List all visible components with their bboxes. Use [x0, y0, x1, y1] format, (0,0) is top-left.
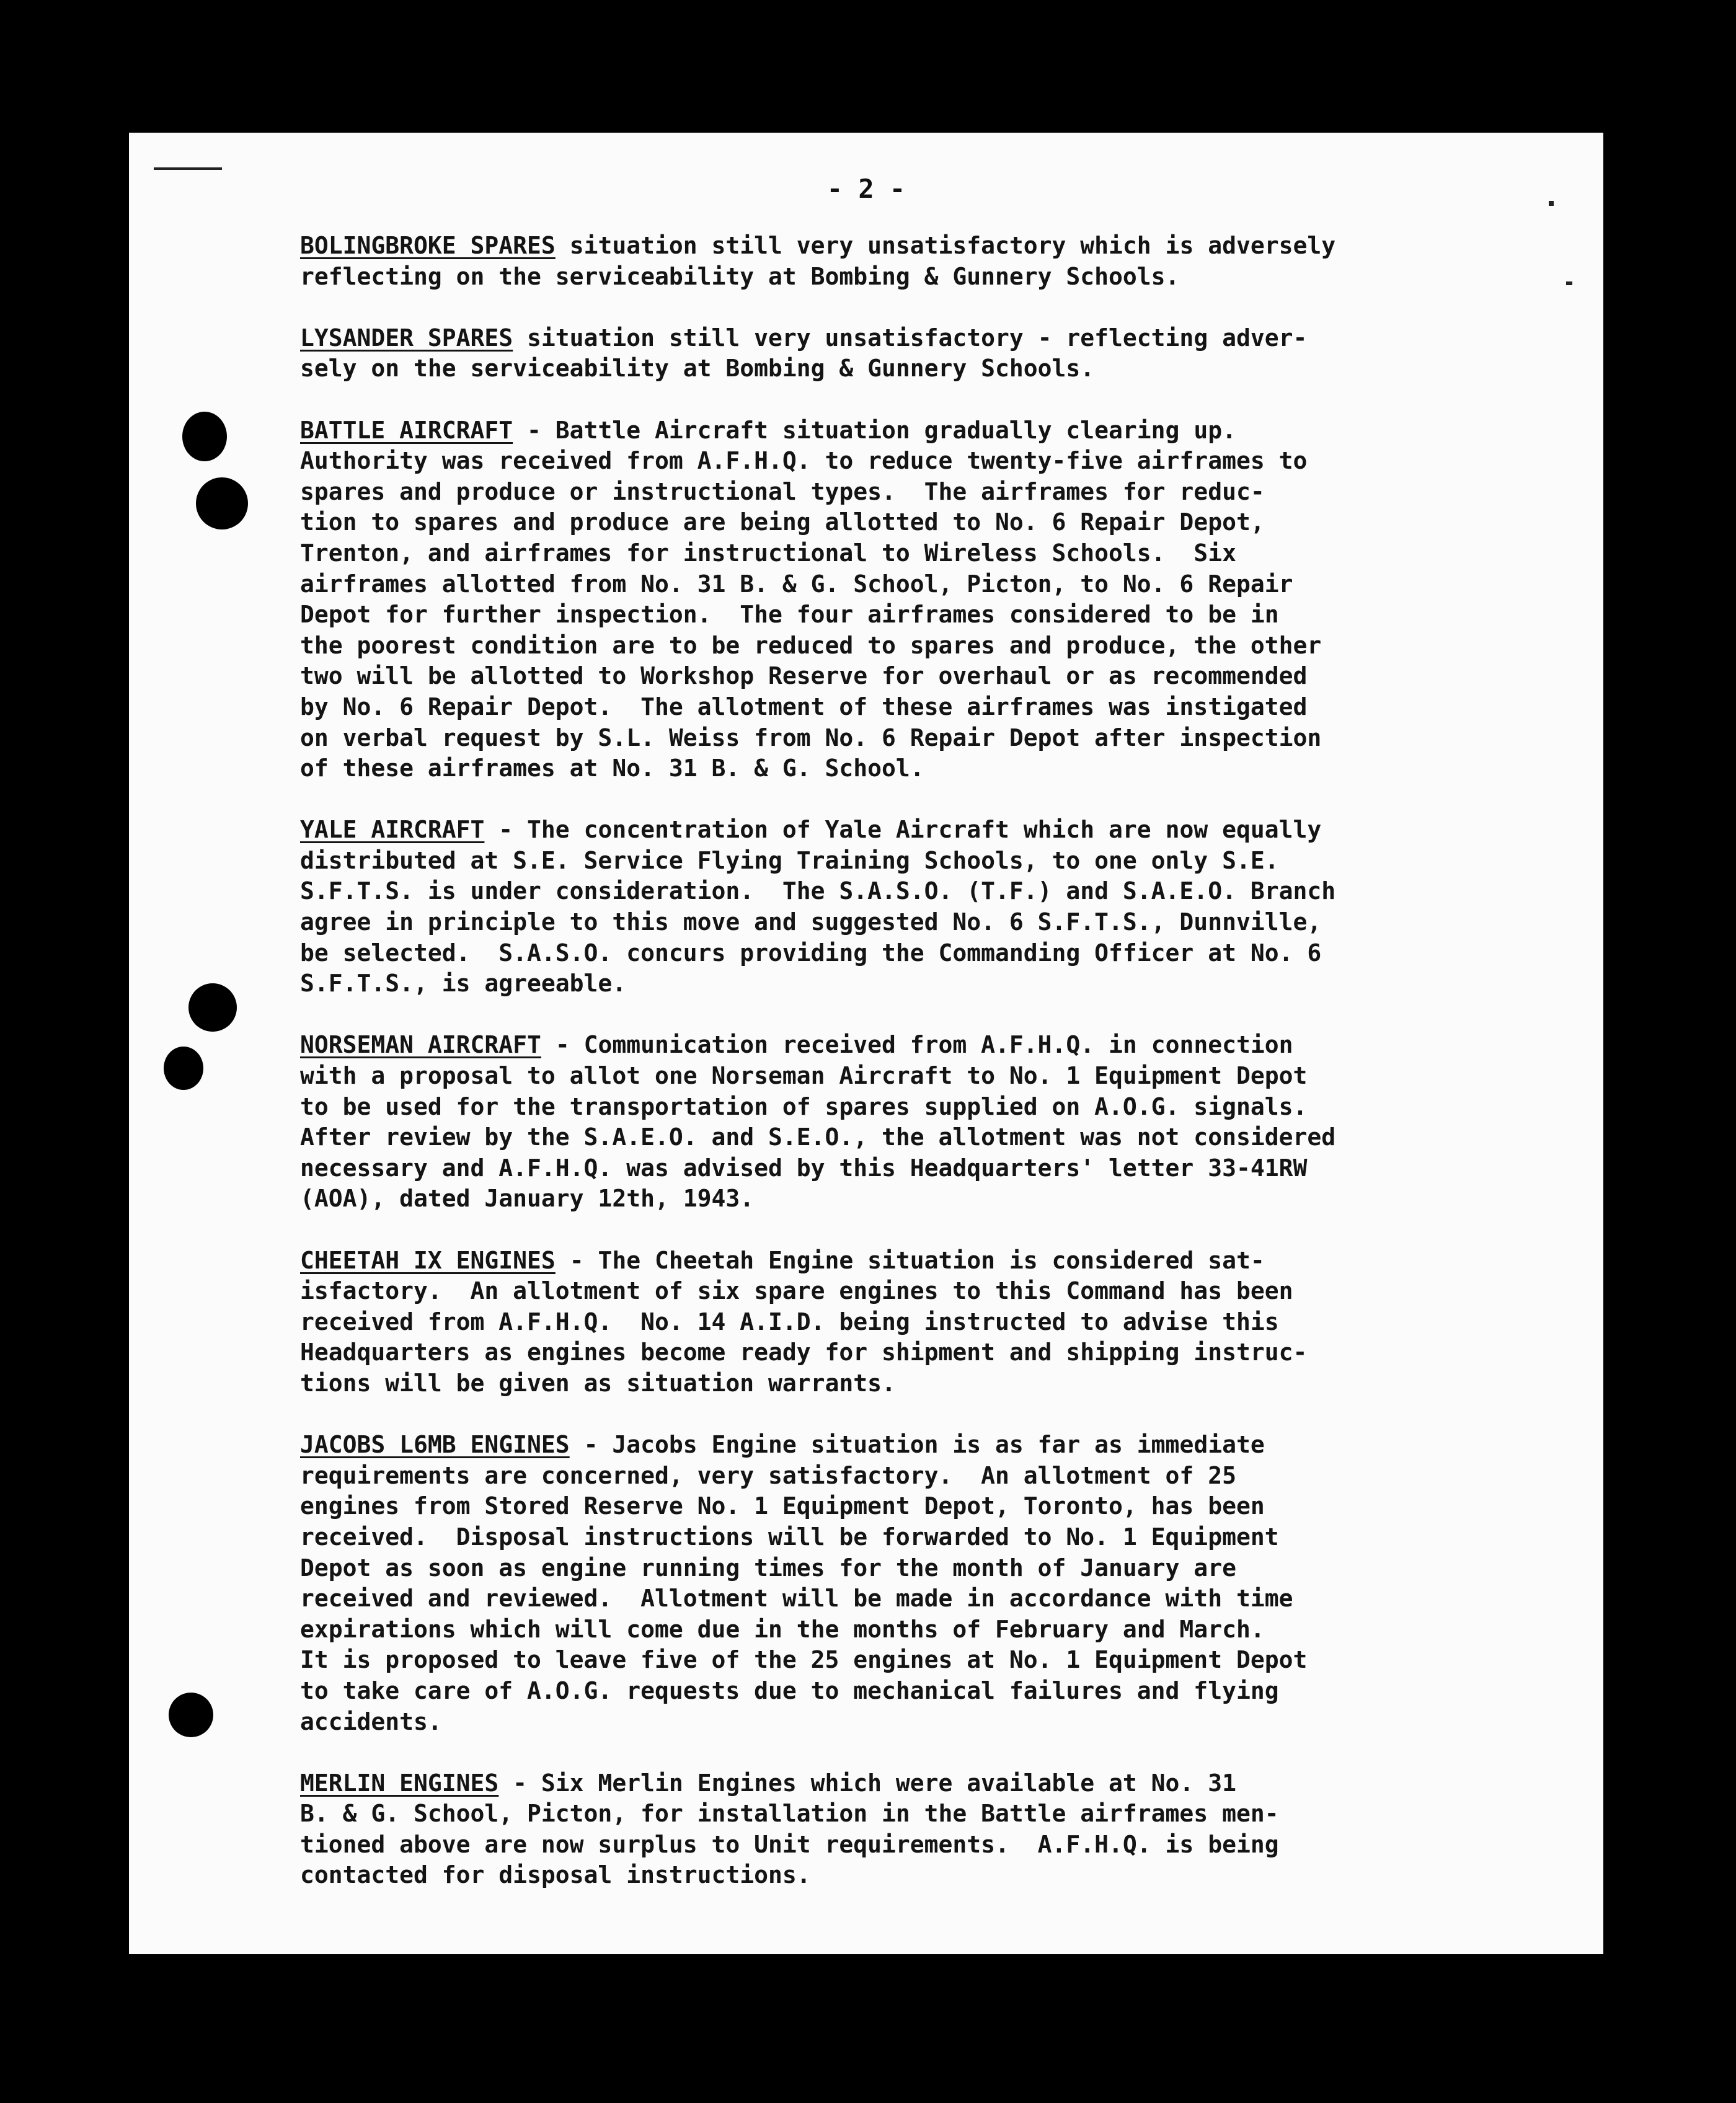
- line-text: It is proposed to leave five of the 25 engines at No. 1 Equipment Depot: [300, 1646, 1308, 1674]
- line-text: reflecting on the serviceability at Bombing & Gunnery Schools.: [300, 262, 1180, 290]
- line-text: - Battle Aircraft situation gradually clearing up.: [513, 416, 1236, 444]
- line-text: to take care of A.O.G. requests due to mechanical failures and flying: [300, 1676, 1279, 1704]
- line-text: Trenton, and airframes for instructional to Wireless Schools. Six: [300, 539, 1236, 567]
- text-line: [300, 1030, 1577, 1061]
- line-text: S.F.T.S., is agreeable.: [300, 970, 627, 998]
- paragraph: [300, 1246, 1577, 1399]
- text-line: [300, 753, 1577, 784]
- text-line: [300, 415, 1577, 446]
- text-line: [300, 1276, 1577, 1307]
- line-text: the poorest condition are to be reduced to spares and produce, the other: [300, 631, 1322, 659]
- line-text: received. Disposal instructions will be forwarded to No. 1 Equipment: [300, 1523, 1279, 1551]
- line-text: tions will be given as situation warrants.: [300, 1369, 896, 1397]
- line-text: S.F.T.S. is under consideration. The S.A.S.O. (T.F.) and S.A.E.O. Branch: [300, 877, 1336, 905]
- text-line: [300, 661, 1577, 692]
- line-text: necessary and A.F.H.Q. was advised by this Headquarters' letter 33-41RW: [300, 1154, 1308, 1182]
- line-text: requirements are concerned, very satisfactory. An allotment of 25: [300, 1461, 1236, 1489]
- paragraph: [300, 1030, 1577, 1215]
- text-line: [300, 1522, 1577, 1553]
- line-text: received and reviewed. Allotment will be made in accordance with time: [300, 1585, 1293, 1613]
- text-line: [300, 600, 1577, 631]
- line-text: tioned above are now surplus to Unit requirements. A.F.H.Q. is being: [300, 1830, 1279, 1858]
- line-text: - Jacobs Engine situation is as far as immediate: [569, 1431, 1265, 1459]
- text-line: [300, 815, 1577, 846]
- line-text: isfactory. An allotment of six spare engines to this Command has been: [300, 1277, 1293, 1305]
- line-text: Authority was received from A.F.H.Q. to reduce twenty-five airframes to: [300, 447, 1308, 475]
- line-text: sely on the serviceability at Bombing & Gunnery Schools.: [300, 355, 1095, 383]
- line-text: expirations which will come due in the months of February and March.: [300, 1615, 1265, 1643]
- punch-hole: [196, 477, 248, 529]
- text-line: [300, 507, 1577, 538]
- line-text: received from A.F.H.Q. No. 14 A.I.D. being instructed to advise this: [300, 1308, 1279, 1335]
- paragraph: [300, 815, 1577, 999]
- paragraph: [300, 415, 1577, 784]
- text-line: [300, 1307, 1577, 1338]
- line-text: distributed at S.E. Service Flying Training Schools, to one only S.E.: [300, 846, 1279, 874]
- text-line: [300, 1768, 1577, 1799]
- line-text: on verbal request by S.L. Weiss from No. 6 Repair Depot after inspection: [300, 724, 1322, 751]
- line-text: agree in principle to this move and suggested No. 6 S.F.T.S., Dunnville,: [300, 908, 1322, 936]
- text-line: [300, 1860, 1577, 1891]
- line-text: contacted for disposal instructions.: [300, 1861, 811, 1889]
- text-line: [300, 692, 1577, 723]
- line-text: airframes allotted from No. 31 B. & G. School, Picton, to No. 6 Repair: [300, 570, 1293, 598]
- line-text: situation still very unsatisfactory - reflecting adver-: [513, 324, 1308, 352]
- text-line: [300, 353, 1577, 384]
- text-line: [300, 1092, 1577, 1123]
- line-text: B. & G. School, Picton, for installation in the Battle airframes men-: [300, 1800, 1279, 1828]
- text-line: [300, 477, 1577, 508]
- line-text: - The concentration of Yale Aircraft which are now equally: [484, 816, 1322, 844]
- text-line: [300, 1153, 1577, 1184]
- paragraph: [300, 1768, 1577, 1891]
- text-line: [300, 538, 1577, 569]
- section-heading: BOLINGBROKE SPARES: [300, 232, 556, 259]
- scan-speck: [154, 167, 222, 170]
- punch-hole: [182, 412, 227, 461]
- line-text: - The Cheetah Engine situation is considered sat-: [555, 1246, 1265, 1274]
- text-line: [300, 1184, 1577, 1215]
- text-line: [300, 723, 1577, 754]
- text-line: [300, 631, 1577, 662]
- section-heading: BATTLE AIRCRAFT: [300, 416, 513, 444]
- line-text: with a proposal to allot one Norseman Aircraft to No. 1 Equipment Depot: [300, 1062, 1308, 1090]
- text-line: [300, 846, 1577, 877]
- text-line: [300, 1707, 1577, 1738]
- line-text: accidents.: [300, 1707, 442, 1735]
- line-text: Headquarters as engines become ready for shipment and shipping instruc-: [300, 1339, 1308, 1366]
- line-text: After review by the S.A.E.O. and S.E.O., the allotment was not considered: [300, 1123, 1336, 1151]
- line-text: be selected. S.A.S.O. concurs providing the Commanding Officer at No. 6: [300, 939, 1322, 967]
- text-line: [300, 876, 1577, 907]
- text-line: [300, 968, 1577, 999]
- text-line: [300, 1645, 1577, 1676]
- text-line: [300, 1614, 1577, 1645]
- text-line: [300, 938, 1577, 969]
- text-line: [300, 1553, 1577, 1584]
- text-line: [300, 323, 1577, 354]
- text-line: [300, 1430, 1577, 1461]
- text-line: [300, 1122, 1577, 1153]
- line-text: - Six Merlin Engines which were available at No. 31: [498, 1769, 1236, 1797]
- line-text: (AOA), dated January 12th, 1943.: [300, 1185, 755, 1213]
- punch-hole: [169, 1693, 213, 1737]
- section-heading: JACOBS L6MB ENGINES: [300, 1431, 570, 1459]
- text-line: [300, 1491, 1577, 1522]
- text-line: [300, 262, 1577, 293]
- punch-hole: [188, 983, 237, 1032]
- section-heading: YALE AIRCRAFT: [300, 816, 485, 844]
- line-text: by No. 6 Repair Depot. The allotment of these airframes was instigated: [300, 693, 1308, 720]
- text-line: [300, 1676, 1577, 1707]
- text-line: [300, 231, 1577, 262]
- text-line: [300, 569, 1577, 600]
- section-heading: CHEETAH IX ENGINES: [300, 1246, 556, 1274]
- section-heading: NORSEMAN AIRCRAFT: [300, 1031, 541, 1059]
- punch-hole: [164, 1047, 203, 1090]
- scan-speck: [1549, 201, 1554, 206]
- paragraph: [300, 231, 1577, 292]
- line-text: Depot as soon as engine running times for the month of January are: [300, 1554, 1236, 1582]
- text-line: [300, 1368, 1577, 1399]
- document-page: [129, 133, 1603, 1954]
- line-text: two will be allotted to Workshop Reserve for overhaul or as recommended: [300, 662, 1308, 690]
- page-number: - 2 -: [826, 174, 906, 204]
- text-line: [300, 1583, 1577, 1614]
- section-heading: LYSANDER SPARES: [300, 324, 513, 352]
- document-body: [300, 231, 1577, 1922]
- line-text: tion to spares and produce are being allotted to No. 6 Repair Depot,: [300, 508, 1265, 536]
- line-text: spares and produce or instructional types. The airframes for reduc-: [300, 477, 1265, 505]
- text-line: [300, 446, 1577, 477]
- line-text: of these airframes at No. 31 B. & G. School.: [300, 755, 924, 782]
- text-line: [300, 1799, 1577, 1830]
- line-text: to be used for the transportation of spares supplied on A.O.G. signals.: [300, 1092, 1308, 1120]
- line-text: engines from Stored Reserve No. 1 Equipment Depot, Toronto, has been: [300, 1492, 1265, 1520]
- text-line: [300, 1061, 1577, 1092]
- paragraph: [300, 323, 1577, 384]
- text-line: [300, 1830, 1577, 1861]
- text-line: [300, 1246, 1577, 1277]
- paragraph: [300, 1430, 1577, 1737]
- line-text: - Communication received from A.F.H.Q. in connection: [541, 1031, 1293, 1059]
- text-line: [300, 1461, 1577, 1492]
- section-heading: MERLIN ENGINES: [300, 1769, 499, 1797]
- text-line: [300, 907, 1577, 938]
- text-line: [300, 1337, 1577, 1368]
- line-text: situation still very unsatisfactory which is adversely: [555, 232, 1336, 259]
- line-text: Depot for further inspection. The four airframes considered to be in: [300, 601, 1279, 629]
